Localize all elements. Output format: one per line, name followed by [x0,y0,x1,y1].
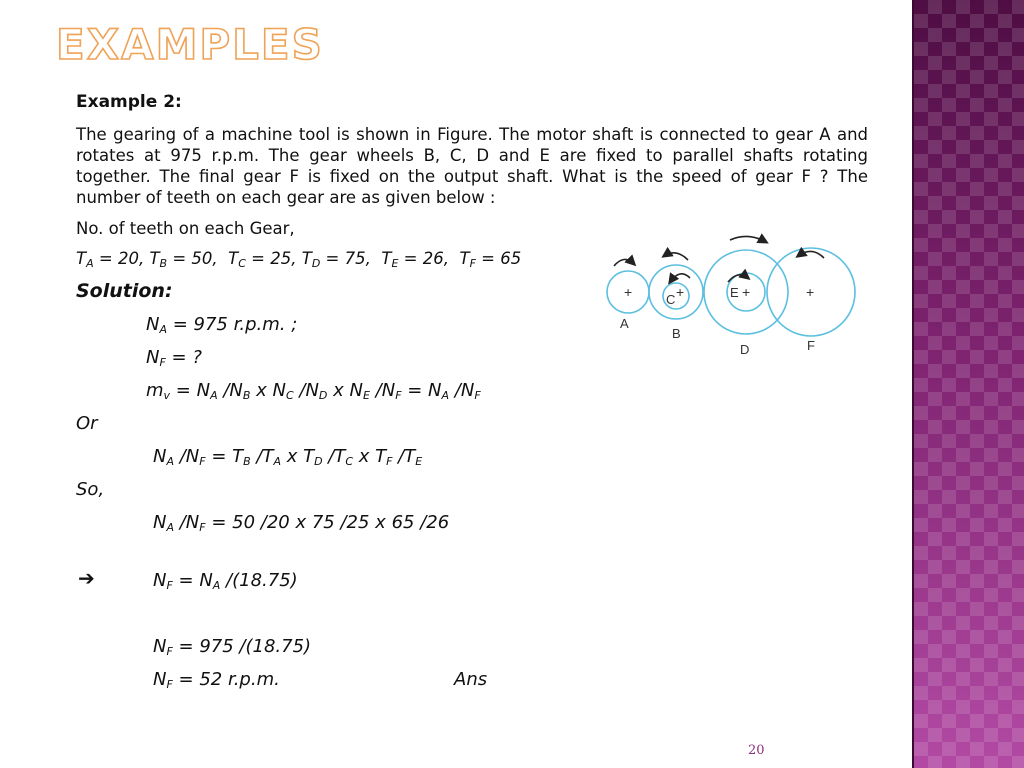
nf-expression-ratio: (18.75) [232,570,298,591]
rotation-arrow-f [798,251,824,258]
teeth-values: $T_A = 20$, $T_B = 50$, $T_C = 25$, $T_D = 75$, $T_E = 26$, $T_F = 65$ [76,249,522,270]
nf-final: $N_F = 52$ r.p.m. [153,669,280,691]
velocity-ratio-formula: $m_v = N_A$ $/N_B$ x $N_C$ $/N_D$ x $N_E$ $/N_F = N_A$ $/N_F$ [146,380,481,402]
slide-title: EXAMPLES [56,20,324,69]
ratio-n4: 25 [346,512,370,533]
nf-substituted-ratio: (18.75) [245,636,312,657]
gear-train-figure [596,226,862,360]
center-mark-e: + [742,284,751,300]
so-label: So, [76,479,105,500]
decorative-side-panel [912,0,1024,768]
solution-heading: Solution: [76,280,173,302]
teeth-heading: No. of teeth on each Gear, [76,219,295,238]
problem-statement: The gearing of a machine tool is shown in Figure. The motor shaft is connected to gear A and rotates at 975 r.p.m. The gear wheels B, C, D and E are fixed to parallel shafts rotating together. The final gear F is fixed on the output shaft. What is the speed of gear F ? The number of teeth on each gear are as given below : [76,125,868,207]
rotation-arrow-d [730,236,766,242]
ratio-n1: 50 [232,512,256,533]
nf-substituted-value: 975 [199,636,234,657]
ratio-n3: 75 [311,512,335,533]
ans-label: Ans [454,669,488,690]
page-number: 20 [748,743,765,758]
nf-final-value: 52 r.p.m. [199,669,280,690]
ratio-n2: 20 [266,512,290,533]
teeth-d: 75 [344,249,366,268]
teeth-a: 20 [117,249,139,268]
teeth-ratio-formula: $N_A$ $/N_F = T_B$ $/T_A$ x $T_D$ $/T_C$ x $T_F$ $/T_E$ [153,446,423,468]
gear-label-d: D [740,342,750,357]
rotation-arrow-b [664,253,688,260]
ratio-substitution: $N_A$ $/N_F = 50$ /20 x 75 /25 x 65 /26 [153,512,450,534]
ratio-n5: 65 [391,512,415,533]
center-mark-c: + [676,284,685,300]
ratio-n6: 26 [426,512,450,533]
teeth-e: 26 [422,249,444,268]
given-nf-value: ? [192,347,202,368]
given-nf: $N_F$ = ? [146,347,202,369]
rotation-arrow-a [614,259,634,266]
or-label: Or [76,413,98,434]
teeth-c: 25 [270,249,292,268]
gear-label-a: A [620,316,629,331]
center-mark-a: + [624,284,633,300]
gear-label-e: E [730,285,739,300]
given-na: $N_A = 975$ r.p.m. ; [146,314,298,336]
center-mark-f: + [806,284,815,300]
example-heading: Example 2: [76,92,182,112]
teeth-f: 65 [500,249,522,268]
arrow-icon: ➔ [78,566,95,590]
given-na-value: 975 r.p.m. ; [193,314,298,335]
teeth-b: 50 [191,249,213,268]
gear-label-b: B [672,326,681,341]
gear-label-c: C [666,292,676,307]
nf-expression: $N_F = N_A$ /(18.75) [153,570,298,592]
nf-substituted: $N_F = 975$ /(18.75) [153,636,312,658]
gear-label-f: F [807,338,815,353]
rotation-arrow-c [670,274,690,282]
